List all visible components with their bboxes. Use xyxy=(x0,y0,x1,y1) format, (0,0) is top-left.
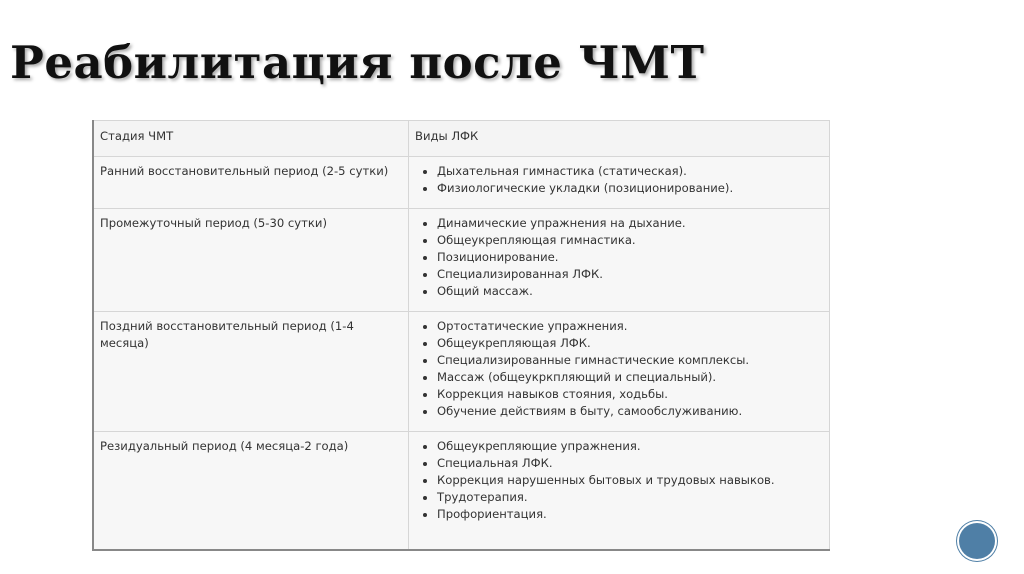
header-types: Виды ЛФК xyxy=(409,121,830,157)
list-item: • Общий массаж. xyxy=(437,283,823,300)
types-cell xyxy=(409,209,830,312)
list-item: • Позиционирование. xyxy=(437,249,823,266)
stage-cell: Резидуальный период (4 месяца-2 года) xyxy=(93,432,409,551)
slide-title: Реабилитация после ЧМТ xyxy=(10,36,705,89)
table-row xyxy=(93,312,830,432)
list-item: • Обучение действиям в быту, самообслуживанию. xyxy=(437,403,823,420)
types-cell xyxy=(409,157,830,209)
list-item: • Дыхательная гимнастика (статическая). xyxy=(437,163,823,180)
list-item: • Физиологические укладки (позиционирование). xyxy=(437,180,823,197)
table-row xyxy=(93,157,830,209)
list-item: • Динамические упражнения на дыхание. xyxy=(437,215,823,232)
list-item: • Специальная ЛФК. xyxy=(437,455,823,472)
types-cell xyxy=(409,432,830,551)
list-item: • Общеукрепляющие упражнения. xyxy=(437,438,823,455)
table-row xyxy=(93,432,830,551)
list-item: • Коррекция навыков стояния, ходьбы. xyxy=(437,386,823,403)
list-item: • Общеукрепляющая ЛФК. xyxy=(437,335,823,352)
list-item: • Общеукрепляющая гимнастика. xyxy=(437,232,823,249)
list-item: • Коррекция нарушенных бытовых и трудовых навыков. xyxy=(437,472,823,489)
table-header-row xyxy=(93,121,830,157)
stage-cell: Поздний восстановительный период (1-4 месяца) xyxy=(93,312,409,432)
types-cell xyxy=(409,312,830,432)
slide-circle-icon xyxy=(959,523,995,559)
rehab-table xyxy=(92,120,830,551)
table-row xyxy=(93,209,830,312)
header-stage: Стадия ЧМТ xyxy=(93,121,409,157)
list-item: • Специализированная ЛФК. xyxy=(437,266,823,283)
list-item: • Ортостатические упражнения. xyxy=(437,318,823,335)
stage-cell: Промежуточный период (5-30 сутки) xyxy=(93,209,409,312)
list-item: • Специализированные гимнастические комплексы. xyxy=(437,352,823,369)
stage-cell: Ранний восстановительный период (2-5 сутки) xyxy=(93,157,409,209)
list-item: • Массаж (общеукркпляющий и специальный). xyxy=(437,369,823,386)
list-item: • Профориентация. xyxy=(437,506,823,523)
list-item: • Трудотерапия. xyxy=(437,489,823,506)
